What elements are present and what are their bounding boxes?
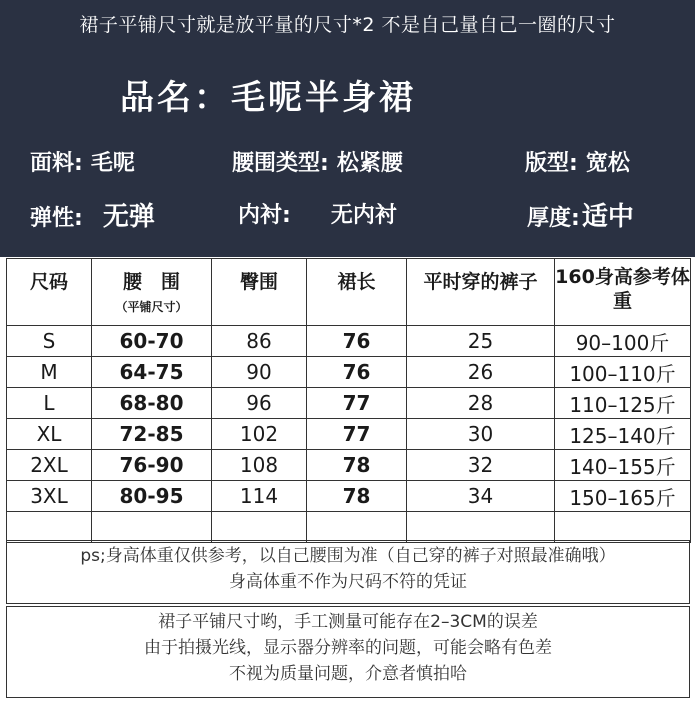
table-row — [7, 419, 691, 450]
attr-thickness — [527, 196, 634, 233]
attr-elasticity — [30, 196, 155, 233]
table-row-empty — [7, 512, 691, 543]
attr-label: 腰围类型: — [232, 151, 329, 176]
cell-pants: 32 — [407, 450, 555, 481]
cell-pants: 26 — [407, 357, 555, 388]
measurement-notice: 裙子平铺尺寸就是放平量的尺寸*2 不是自己量自己一圈的尺寸 — [79, 14, 616, 36]
cell-weight: 125–140斤 — [555, 419, 691, 450]
attr-fabric — [30, 146, 135, 177]
cell-waist: 72-85 — [92, 419, 212, 450]
note-line: ps;身高体重仅供参考，以自己腰围为准（自己穿的裤子对照最准确哦） — [80, 546, 616, 566]
note-line: 由于拍摄光线，显示器分辨率的问题，可能会略有色差 — [144, 638, 552, 658]
attr-lining — [238, 198, 397, 229]
header-divider — [0, 254, 695, 257]
attr-value: 毛呢 — [90, 151, 135, 176]
cell-hip: 96 — [212, 388, 307, 419]
cell-hip: 114 — [212, 481, 307, 512]
col-length: 裙长 — [307, 259, 407, 326]
col-weight-ref: 160身高参考体重 — [555, 259, 691, 326]
cell-size: XL — [7, 419, 92, 450]
product-name-line — [120, 70, 416, 119]
cell-length: 76 — [307, 326, 407, 357]
cell-waist: 64-75 — [92, 357, 212, 388]
attr-label: 厚度: — [527, 206, 580, 231]
attr-value: 宽松 — [585, 151, 630, 176]
attr-value: 无内衬 — [330, 203, 397, 228]
attr-value: 无弹 — [102, 202, 155, 232]
table-row — [7, 357, 691, 388]
cell-pants: 25 — [407, 326, 555, 357]
table-header-row — [7, 259, 691, 326]
cell-waist: 80-95 — [92, 481, 212, 512]
col-pants-size: 平时穿的裤子 — [407, 259, 555, 326]
cell-hip: 108 — [212, 450, 307, 481]
cell-weight: 110–125斤 — [555, 388, 691, 419]
cell-length: 77 — [307, 388, 407, 419]
col-waist: 腰 围 （平铺尺寸） — [92, 259, 212, 326]
cell-length: 78 — [307, 450, 407, 481]
header-banner — [0, 0, 695, 255]
cell-length: 77 — [307, 419, 407, 450]
reference-note — [6, 540, 690, 604]
note-line: 身高体重不作为尺码不符的凭证 — [229, 572, 467, 592]
table-row — [7, 388, 691, 419]
attr-label: 版型: — [525, 151, 578, 176]
cell-length: 78 — [307, 481, 407, 512]
table-row — [7, 450, 691, 481]
attr-value: 松紧腰 — [336, 151, 403, 176]
attr-label: 弹性: — [30, 206, 83, 231]
cell-waist: 60-70 — [92, 326, 212, 357]
attr-label: 面料: — [30, 151, 83, 176]
cell-waist: 68-80 — [92, 388, 212, 419]
cell-pants: 34 — [407, 481, 555, 512]
cell-weight: 100–110斤 — [555, 357, 691, 388]
attr-value: 适中 — [581, 202, 634, 232]
note-line: 裙子平铺尺寸哟，手工测量可能存在2–3CM的误差 — [158, 612, 538, 632]
cell-length: 76 — [307, 357, 407, 388]
cell-weight: 150–165斤 — [555, 481, 691, 512]
cell-size: M — [7, 357, 92, 388]
cell-hip: 90 — [212, 357, 307, 388]
measurement-disclaimer — [6, 606, 690, 698]
cell-size: L — [7, 388, 92, 419]
cell-size: S — [7, 326, 92, 357]
note-line: 不视为质量问题，介意者慎拍哈 — [229, 664, 467, 684]
cell-waist: 76-90 — [92, 450, 212, 481]
col-waist-note: （平铺尺寸） — [115, 300, 188, 314]
cell-weight: 90–100斤 — [555, 326, 691, 357]
attr-label: 内衬: — [238, 203, 291, 228]
product-label: 品名： — [120, 78, 231, 118]
col-size: 尺码 — [7, 259, 92, 326]
attr-waist-type — [232, 146, 403, 177]
cell-weight: 140–155斤 — [555, 450, 691, 481]
table-row — [7, 481, 691, 512]
cell-hip: 102 — [212, 419, 307, 450]
size-table — [6, 258, 691, 543]
col-hip: 臀围 — [212, 259, 307, 326]
cell-hip: 86 — [212, 326, 307, 357]
cell-pants: 28 — [407, 388, 555, 419]
attr-fit — [525, 146, 630, 177]
product-name: 毛呢半身裙 — [231, 78, 416, 118]
cell-size: 3XL — [7, 481, 92, 512]
table-row — [7, 326, 691, 357]
cell-size: 2XL — [7, 450, 92, 481]
cell-pants: 30 — [407, 419, 555, 450]
